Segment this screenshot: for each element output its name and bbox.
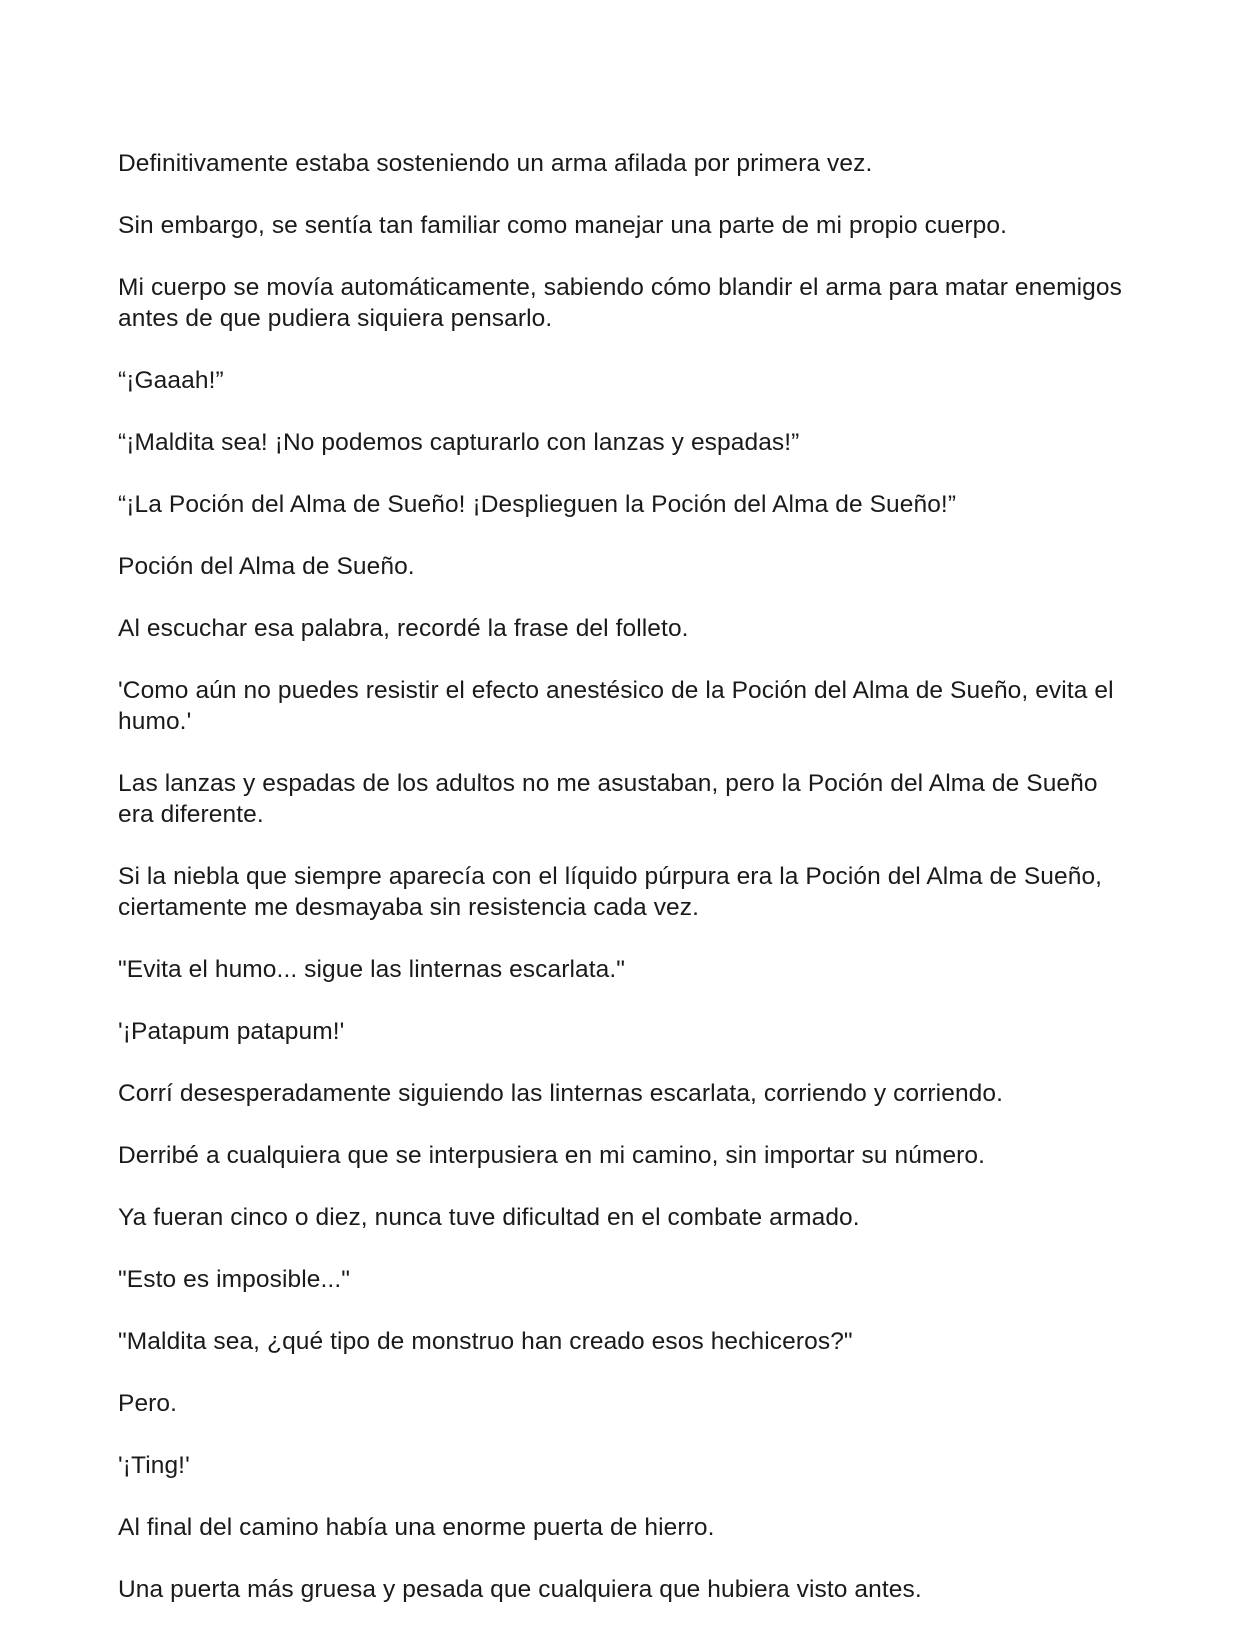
paragraph: "Esto es imposible..." (118, 1266, 351, 1293)
paragraph: Definitivamente estaba sosteniendo un arma afilada por primera vez. (118, 150, 873, 177)
paragraph: Si la niebla que siempre aparecía con el líquido púrpura era la Poción del Alma de Sueño, ciertamente me desmayaba sin resistencia cada vez. (118, 863, 1103, 921)
paragraph: Corrí desesperadamente siguiendo las linternas escarlata, corriendo y corriendo. (118, 1080, 1004, 1107)
paragraph: Sin embargo, se sentía tan familiar como manejar una parte de mi propio cuerpo. (118, 212, 1008, 239)
paragraph: Pero. (118, 1390, 178, 1417)
paragraph: Las lanzas y espadas de los adultos no me asustaban, pero la Poción del Alma de Sueño era diferente. (118, 770, 1098, 828)
paragraph: Mi cuerpo se movía automáticamente, sabiendo cómo blandir el arma para matar enemigos antes de que pudiera siquiera pensarlo. (118, 274, 1122, 332)
document-body (118, 148, 1128, 1636)
paragraph: Al escuchar esa palabra, recordé la frase del folleto. (118, 615, 689, 642)
paragraph: “¡Gaaah!” (118, 367, 224, 394)
paragraph: “¡Maldita sea! ¡No podemos capturarlo con lanzas y espadas!” (118, 429, 800, 456)
paragraph: "Evita el humo... sigue las linternas escarlata." (118, 956, 626, 983)
paragraph: '¡Ting!' (118, 1452, 190, 1479)
paragraph: Al final del camino había una enorme puerta de hierro. (118, 1514, 715, 1541)
paragraph: "Maldita sea, ¿qué tipo de monstruo han creado esos hechiceros?" (118, 1328, 853, 1355)
paragraph: Poción del Alma de Sueño. (118, 553, 415, 580)
paragraph: “¡La Poción del Alma de Sueño! ¡Desplieguen la Poción del Alma de Sueño!” (118, 491, 957, 518)
paragraph: Ya fueran cinco o diez, nunca tuve dificultad en el combate armado. (118, 1204, 860, 1231)
paragraph: '¡Patapum patapum!' (118, 1018, 345, 1045)
paragraph: Una puerta más gruesa y pesada que cualquiera que hubiera visto antes. (118, 1576, 922, 1603)
paragraph: Derribé a cualquiera que se interpusiera en mi camino, sin importar su número. (118, 1142, 986, 1169)
paragraph: 'Como aún no puedes resistir el efecto anestésico de la Poción del Alma de Sueño, evita el humo.' (118, 677, 1114, 735)
